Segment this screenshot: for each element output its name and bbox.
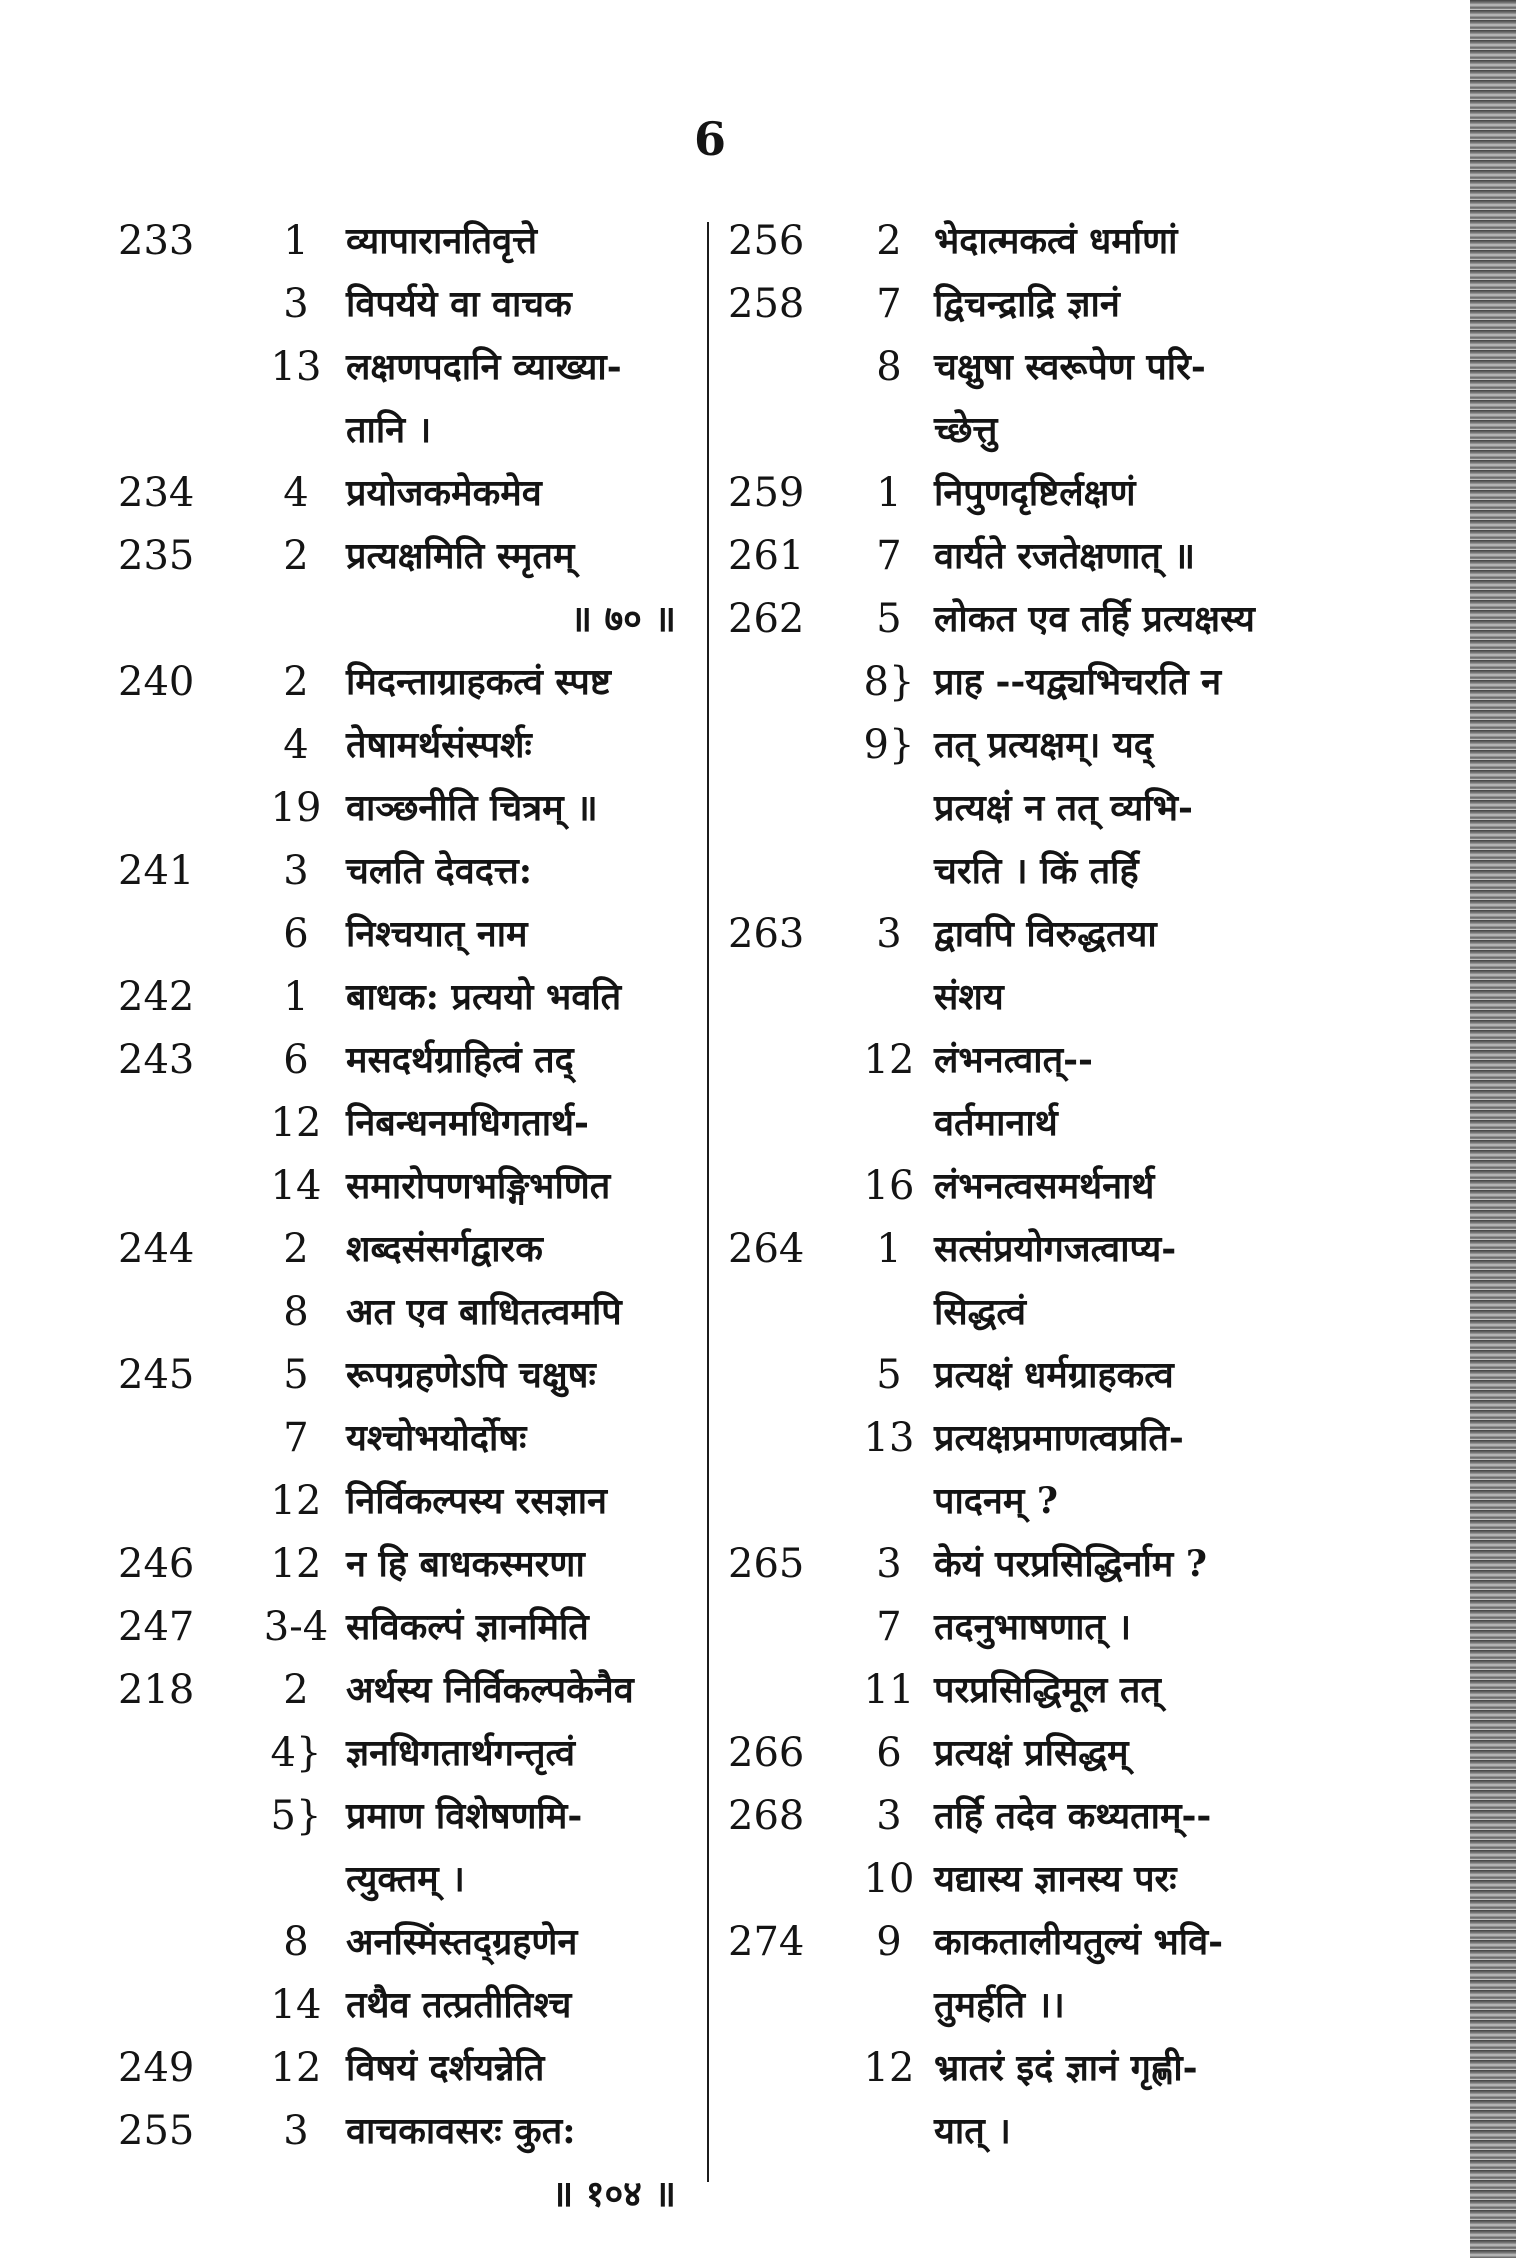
erratum-entry [118, 1092, 686, 1155]
line-ref: 14 [270, 1163, 322, 1209]
correction-line: प्रत्यक्षं प्रसिद्धम् [934, 1732, 1129, 1774]
erratum-entry [728, 2037, 1308, 2163]
line-ref: 7 [876, 1604, 902, 1650]
correction-text [934, 336, 1308, 462]
erratum-entry [118, 903, 686, 966]
line-ref: 3-4 [263, 1604, 329, 1650]
page-ref: 243 [118, 1037, 195, 1083]
correction-line: व्यापारानतिवृत्ते [346, 220, 538, 262]
correction-text [934, 1659, 1308, 1722]
correction-line: चक्षुषा स्वरूपेण परि- [934, 346, 1206, 388]
correction-line: परप्रसिद्धिमूल तत् [934, 1669, 1161, 1711]
correction-text [346, 840, 686, 903]
erratum-entry [728, 210, 1308, 273]
erratum-entry [118, 651, 686, 714]
line-ref: 5 [876, 1352, 902, 1398]
page-ref: 258 [728, 281, 805, 327]
line-ref: 2 [283, 1667, 309, 1713]
correction-text [346, 1029, 686, 1092]
correction-line: प्रत्यक्षमिति स्मृतम् [346, 535, 575, 577]
correction-text [346, 1911, 686, 1974]
line-ref: 3 [876, 911, 902, 957]
correction-line: प्रमाण विशेषणमि- [346, 1795, 583, 1837]
line-ref: 12 [270, 1541, 322, 1587]
correction-line: द्वावपि विरुद्धतया [934, 913, 1157, 955]
correction-line: विपर्यये वा वाचक [346, 283, 572, 325]
correction-text [934, 1029, 1308, 1155]
line-ref: 1 [876, 470, 902, 516]
erratum-entry [728, 1848, 1308, 1911]
correction-text [346, 903, 686, 966]
correction-text [346, 1281, 686, 1344]
correction-line: सिद्धत्वं [934, 1291, 1026, 1333]
correction-line: रूपग्रहणेऽपि चक्षुषः [346, 1354, 596, 1396]
correction-text [346, 462, 686, 525]
line-ref: 8 [283, 1289, 309, 1335]
correction-line: विषयं दर्शयन्नेति [346, 2047, 545, 2089]
erratum-entry [728, 1344, 1308, 1407]
page-ref: 242 [118, 974, 195, 1020]
page-ref: 264 [728, 1226, 805, 1272]
line-ref: 8 [876, 344, 902, 390]
correction-line: भ्रातरं इदं ज्ञानं गृह्णी- [934, 2047, 1198, 2089]
correction-text [934, 1911, 1308, 2037]
erratum-entry [118, 1281, 686, 1344]
page-ref: 256 [728, 218, 805, 264]
line-ref: 2 [876, 218, 902, 264]
correction-line: वाचकावसरः कुत: [346, 2110, 576, 2152]
correction-line: बाधक: प्रत्ययो भवति [346, 976, 622, 1018]
correction-text [346, 273, 686, 336]
correction-text [346, 777, 686, 840]
erratum-entry [728, 651, 1308, 714]
erratum-entry [118, 1344, 686, 1407]
erratum-entry [728, 1155, 1308, 1218]
correction-line: तर्हि तदेव कथ्यताम्-- [934, 1795, 1212, 1837]
line-ref: 6 [876, 1730, 902, 1776]
line-ref: 11 [863, 1667, 915, 1713]
erratum-entry [118, 840, 686, 903]
erratum-entry [728, 462, 1308, 525]
correction-text [934, 588, 1308, 651]
correction-line: काकतालीयतुल्यं भवि- [934, 1921, 1224, 1963]
correction-text [346, 2037, 686, 2100]
page-ref: 233 [118, 218, 195, 264]
line-ref: 3 [876, 1793, 902, 1839]
correction-line: अत एव बाधितत्वमपि [346, 1291, 622, 1333]
correction-line: भेदात्मकत्वं धर्माणां [934, 220, 1178, 262]
correction-line: लोकत एव तर्हि प्रत्यक्षस्य [934, 598, 1255, 640]
correction-line: यश्चोभयोर्दोषः [346, 1417, 527, 1459]
page-ref: 263 [728, 911, 805, 957]
correction-line: वाञ्छनीति चित्रम् ॥ [346, 787, 598, 829]
correction-text [346, 525, 686, 651]
correction-line: तथैव तत्प्रतीतिश्च [346, 1984, 572, 2026]
correction-text [346, 336, 686, 462]
erratum-entry [728, 1029, 1308, 1155]
line-ref: 12 [270, 2045, 322, 2091]
erratum-entry [118, 777, 686, 840]
line-ref: 2 [283, 659, 309, 705]
erratum-entry [728, 1533, 1308, 1596]
correction-line: तेषामर्थसंस्पर्शः [346, 724, 532, 766]
correction-text [346, 1344, 686, 1407]
erratum-entry [728, 1596, 1308, 1659]
correction-text [346, 651, 686, 714]
erratum-entry [728, 1911, 1308, 2037]
page-ref: 247 [118, 1604, 195, 1650]
correction-text [934, 1785, 1308, 1848]
correction-line: यद्यास्य ज्ञानस्य परः [934, 1858, 1177, 1900]
correction-text [346, 1596, 686, 1659]
correction-line: मसदर्थग्राहित्वं तद् [346, 1039, 574, 1081]
correction-line: निबन्धनमधिगतार्थ- [346, 1102, 590, 1144]
erratum-entry [728, 525, 1308, 588]
line-ref: 16 [863, 1163, 915, 1209]
line-ref: 6 [283, 1037, 309, 1083]
correction-line: केयं परप्रसिद्धिर्नाम ? [934, 1543, 1207, 1585]
correction-text [934, 1533, 1308, 1596]
correction-text [346, 714, 686, 777]
correction-line: निश्चयात् नाम [346, 913, 528, 955]
correction-text [934, 273, 1308, 336]
line-ref: 12 [863, 2045, 915, 2091]
correction-line: ॥ ७० ॥ [570, 598, 676, 640]
erratum-entry [118, 1659, 686, 1722]
right-column [728, 210, 1308, 2163]
correction-text [346, 966, 686, 1029]
correction-line: सविकल्पं ज्ञानमिति [346, 1606, 589, 1648]
erratum-entry [118, 2037, 686, 2100]
erratum-entry [118, 1155, 686, 1218]
correction-line: वर्तमानार्थ [934, 1102, 1058, 1144]
correction-line: प्रत्यक्षं धर्मग्राहकत्व [934, 1354, 1174, 1396]
line-ref: 9 [876, 1919, 902, 1965]
line-ref: 7 [876, 533, 902, 579]
line-ref: 5} [270, 1793, 322, 1839]
page-ref: 265 [728, 1541, 805, 1587]
correction-line: द्विचन्द्राद्रि ज्ञानं [934, 283, 1120, 325]
erratum-entry [118, 1974, 686, 2037]
correction-text [346, 1659, 686, 1722]
correction-line: यात् । [934, 2110, 1011, 2152]
correction-line: अनस्मिंस्तद्ग्रहणेन [346, 1921, 578, 1963]
correction-text [346, 1722, 686, 1785]
page-ref: 234 [118, 470, 195, 516]
erratum-entry [118, 462, 686, 525]
erratum-entry [728, 714, 1308, 903]
page-ref: 255 [118, 2108, 195, 2154]
page-ref: 218 [118, 1667, 195, 1713]
correction-line: न हि बाधकस्मरणा [346, 1543, 585, 1585]
line-ref: 4} [270, 1730, 322, 1776]
correction-text [934, 462, 1308, 525]
line-ref: 1 [283, 218, 309, 264]
line-ref: 4 [283, 470, 309, 516]
correction-text [346, 210, 686, 273]
correction-line: चलति देवदत्त: [346, 850, 533, 892]
correction-text [346, 2100, 686, 2226]
correction-line: प्राह --यद्व्यभिचरति न [934, 661, 1222, 703]
correction-line: च्छेत्तु [934, 409, 998, 451]
page-ref: 244 [118, 1226, 195, 1272]
page-ref: 262 [728, 596, 805, 642]
correction-text [934, 210, 1308, 273]
erratum-entry [728, 336, 1308, 462]
erratum-entry [118, 1722, 686, 1785]
correction-text [346, 1092, 686, 1155]
line-ref: 3 [283, 848, 309, 894]
line-ref: 12 [270, 1478, 322, 1524]
correction-text [934, 1722, 1308, 1785]
correction-line: लंभनत्वात्-- [934, 1039, 1093, 1081]
line-ref: 5 [283, 1352, 309, 1398]
correction-text [346, 1533, 686, 1596]
page-ref: 240 [118, 659, 195, 705]
erratum-entry [728, 1407, 1308, 1533]
line-ref: 13 [863, 1415, 915, 1461]
line-ref: 3 [876, 1541, 902, 1587]
correction-text [934, 714, 1308, 903]
erratum-entry [728, 273, 1308, 336]
correction-line: संशय [934, 976, 1004, 1018]
erratum-entry [118, 1785, 686, 1911]
line-ref: 12 [863, 1037, 915, 1083]
page-ref: 246 [118, 1541, 195, 1587]
correction-line: लक्षणपदानि व्याख्या- [346, 346, 622, 388]
line-ref: 5 [876, 596, 902, 642]
correction-text [346, 1470, 686, 1533]
erratum-entry [118, 1470, 686, 1533]
line-ref: 3 [283, 2108, 309, 2154]
line-ref: 2 [283, 1226, 309, 1272]
correction-text [346, 1218, 686, 1281]
correction-line: तुमर्हति ।। [934, 1984, 1065, 2026]
page-ref: 241 [118, 848, 195, 894]
correction-line: सत्संप्रयोगजत्वाप्य- [934, 1228, 1177, 1270]
correction-line: निर्विकल्पस्य रसज्ञान [346, 1480, 608, 1522]
erratum-entry [118, 210, 686, 273]
page-number: 6 [693, 112, 726, 166]
erratum-entry [728, 1722, 1308, 1785]
page-ref: 249 [118, 2045, 195, 2091]
correction-text [934, 1596, 1308, 1659]
correction-text [934, 1407, 1308, 1533]
line-ref: 9} [863, 722, 915, 768]
erratum-entry [118, 1029, 686, 1092]
erratum-entry [728, 903, 1308, 1029]
correction-line: अर्थस्य निर्विकल्पकेनैव [346, 1669, 634, 1711]
correction-line: मिदन्ताग्राहकत्वं स्पष्ट [346, 661, 611, 703]
correction-text [346, 1155, 686, 1218]
correction-text [934, 1155, 1308, 1218]
page-ref: 268 [728, 1793, 805, 1839]
correction-text [934, 2037, 1308, 2163]
correction-line: निपुणदृष्टिर्लक्षणं [934, 472, 1136, 514]
correction-text [934, 1848, 1308, 1911]
column-divider [707, 222, 709, 2182]
line-ref: 7 [876, 281, 902, 327]
erratum-entry [118, 2100, 686, 2226]
line-ref: 10 [863, 1856, 915, 1902]
correction-line: तत् प्रत्यक्षम्। यद् [934, 724, 1153, 766]
line-ref: 2 [283, 533, 309, 579]
line-ref: 12 [270, 1100, 322, 1146]
correction-line: प्रत्यक्षं न तत् व्यभि- [934, 787, 1194, 829]
correction-text [934, 651, 1308, 714]
line-ref: 13 [270, 344, 322, 390]
correction-text [934, 1218, 1308, 1344]
correction-line: तानि । [346, 409, 432, 451]
correction-line: प्रयोजकमेकमेव [346, 472, 542, 514]
line-ref: 1 [283, 974, 309, 1020]
correction-text [934, 1344, 1308, 1407]
erratum-entry [728, 588, 1308, 651]
erratum-entry [118, 1596, 686, 1659]
correction-line: त्युक्तम् । [346, 1858, 465, 1900]
erratum-entry [728, 1659, 1308, 1722]
page-ref: 274 [728, 1919, 805, 1965]
erratum-entry [118, 336, 686, 462]
correction-text [346, 1407, 686, 1470]
erratum-entry [118, 1218, 686, 1281]
correction-line: शब्दसंसर्गद्वारक [346, 1228, 543, 1270]
line-ref: 8 [283, 1919, 309, 1965]
correction-line: तदनुभाषणात् । [934, 1606, 1132, 1648]
correction-text [346, 1974, 686, 2037]
correction-line: वार्यते रजतेक्षणात् ॥ [934, 535, 1196, 577]
left-column [118, 210, 686, 2226]
line-ref: 8} [863, 659, 915, 705]
page-ref: 261 [728, 533, 805, 579]
page-ref: 235 [118, 533, 195, 579]
erratum-entry [118, 273, 686, 336]
erratum-entry [728, 1785, 1308, 1848]
correction-line: ज्ञनधिगतार्थगन्तृत्वं [346, 1732, 576, 1774]
correction-line: ॥ १०४ ॥ [551, 2173, 676, 2215]
correction-line: समारोपणभङ्गिभणित [346, 1165, 611, 1207]
correction-line: लंभनत्वसमर्थनार्थ [934, 1165, 1155, 1207]
erratum-entry [728, 1218, 1308, 1344]
line-ref: 3 [283, 281, 309, 327]
erratum-entry [118, 525, 686, 651]
correction-line: पादनम् ? [934, 1480, 1059, 1522]
correction-text [346, 1785, 686, 1911]
line-ref: 6 [283, 911, 309, 957]
line-ref: 19 [270, 785, 322, 831]
erratum-entry [118, 714, 686, 777]
page-edge-binding [1470, 0, 1516, 2258]
correction-text [934, 525, 1308, 588]
line-ref: 14 [270, 1982, 322, 2028]
page-ref: 259 [728, 470, 805, 516]
correction-line: प्रत्यक्षप्रमाणत्वप्रति- [934, 1417, 1184, 1459]
line-ref: 4 [283, 722, 309, 768]
erratum-entry [118, 1533, 686, 1596]
erratum-entry [118, 966, 686, 1029]
line-ref: 7 [283, 1415, 309, 1461]
page-ref: 266 [728, 1730, 805, 1776]
page-ref: 245 [118, 1352, 195, 1398]
correction-text [934, 903, 1308, 1029]
correction-line: चरति । किं तर्हि [934, 850, 1139, 892]
erratum-entry [118, 1911, 686, 1974]
line-ref: 1 [876, 1226, 902, 1272]
erratum-entry [118, 1407, 686, 1470]
